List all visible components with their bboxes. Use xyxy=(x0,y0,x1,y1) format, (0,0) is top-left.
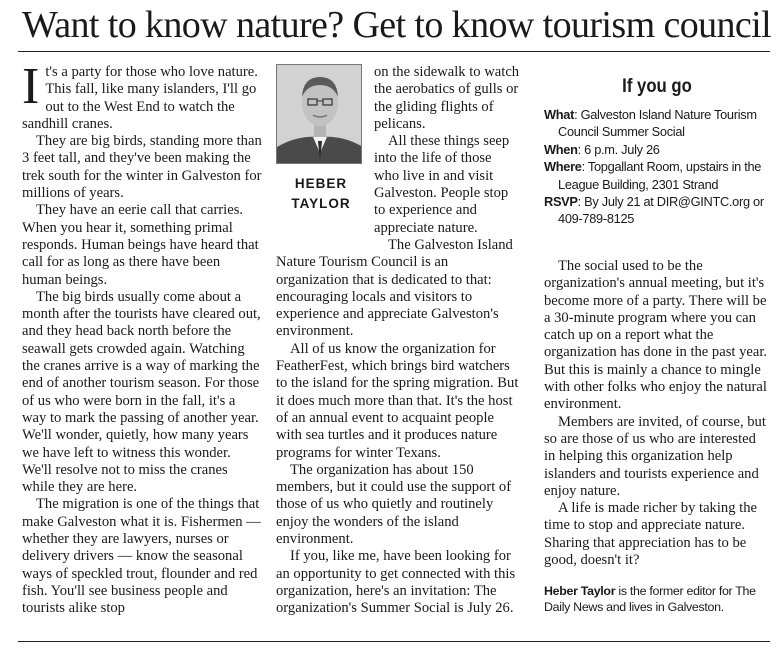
paragraph: If you, like me, have been looking for an opportunity to get connected with this organization, here's an invitation: The organization's Summer Social is July 26. xyxy=(276,548,516,617)
article-column-1 xyxy=(22,58,262,618)
bottom-rule xyxy=(18,641,770,642)
author-photo-block xyxy=(276,64,366,236)
paragraph: on the sidewalk to watch the aerobatics of gulls or the gliding flights of pelicans. xyxy=(374,64,520,132)
where-value: : Topgallant Room, upstairs in the League Building, 2301 Strand xyxy=(558,159,762,192)
author-byline xyxy=(276,174,366,214)
paragraph: They are big birds, standing more than 3 feet tall, and they've been making the trek south for the winter in Galveston for millions of years. xyxy=(22,133,262,202)
rsvp-label: RSVP xyxy=(544,194,578,210)
when-value: : 6 p.m. July 26 xyxy=(577,141,660,157)
paragraph: All these things seep into the life of those who live in and visit Galveston. People stop to experience and appreciate nature. xyxy=(374,133,510,236)
paragraph-text: t's a party for those who love nature. This fall, like many islanders, I'll go out to the West End to watch the sandhill cranes. xyxy=(22,64,258,132)
paragraph: The migration is one of the things that make Galveston what it is. Fishermen — whether they are lawyers, nurses or delivery drivers — know the seasonal ways of speckled trout, flounder and red fish. You'll see business people and tourists alike stop xyxy=(22,496,261,617)
tagline-name: Heber Taylor xyxy=(544,584,616,599)
event-where xyxy=(544,158,770,193)
paragraph: The organization has about 150 members, but it could use the support of those of us who quietly and routinely enjoy the wonders of the island environment. xyxy=(276,461,512,548)
paragraph: They have an eerie call that carries. When you hear it, something primal responds. Human beings have heard that call for as long as there have been human beings. xyxy=(22,202,259,288)
article-column-3 xyxy=(544,258,770,615)
tagline-text: is the former editor for The Daily News and lives in Galveston. xyxy=(544,584,756,615)
event-what xyxy=(544,106,770,141)
event-when xyxy=(544,141,770,158)
if-you-go-box xyxy=(544,74,770,228)
rsvp-value: : By July 21 at DIR@GINTC.org or 409-789-8125 xyxy=(558,194,764,227)
author-tagline xyxy=(544,583,770,615)
byline-first-name: HEBER xyxy=(294,176,348,191)
event-rsvp xyxy=(544,193,770,228)
what-label: What xyxy=(544,107,575,122)
when-label: When xyxy=(544,141,578,157)
drop-cap: I xyxy=(22,58,40,115)
article-column-2 xyxy=(276,64,520,618)
author-photo xyxy=(276,64,362,164)
paragraph: The big birds usually come about a month after the tourists have cleared out, and they head back north before the seawall gets crowded again. Watching the cranes arrive is a way of marking the end of another tourism season. For those of us who were born in the fall, it's a way to mark the passing of another year. We'll wonder, quietly, how many years we have left to witness this wonder. We'll resolve not to miss the cranes while they are here. xyxy=(22,288,261,496)
paragraph: All of us know the organization for FeatherFest, which brings bird watchers to the island for the spring migration. But it does much more than that. It's the host of an annual event to acquaint people with sea turtles and it produces nature programs for winter Texans. xyxy=(276,340,519,461)
paragraph xyxy=(22,58,262,133)
paragraph: Members are invited, of course, but so are those of us who are interested in helping this organization help islanders and tourists experience and enjoy nature. xyxy=(544,413,766,499)
paragraph: The social used to be the organization's annual meeting, but it's become more of a party. There will be a 30-minute program where you can catch up on a report what the organization has done in the past year. But this is mainly a chance to mingle with other folks who enjoy the natural environment. xyxy=(544,258,768,413)
headline: Want to know nature? Get to know tourism council xyxy=(22,4,772,46)
byline-last-name: TAYLOR xyxy=(291,196,351,211)
paragraph: The Galveston Island Nature Tourism Council is an organization that is dedicated to that: encouraging locals and visitors to experience and appreciate Galveston's environment. xyxy=(276,236,513,340)
what-value: : Galveston Island Nature Tourism Council Summer Social xyxy=(558,107,757,140)
if-you-go-title: If you go xyxy=(622,76,692,97)
headline-rule xyxy=(18,51,770,52)
where-label: Where xyxy=(544,159,582,175)
paragraph: A life is made richer by taking the time to stop and appreciate nature. Sharing that appreciation has to be good, doesn't it? xyxy=(544,500,757,569)
